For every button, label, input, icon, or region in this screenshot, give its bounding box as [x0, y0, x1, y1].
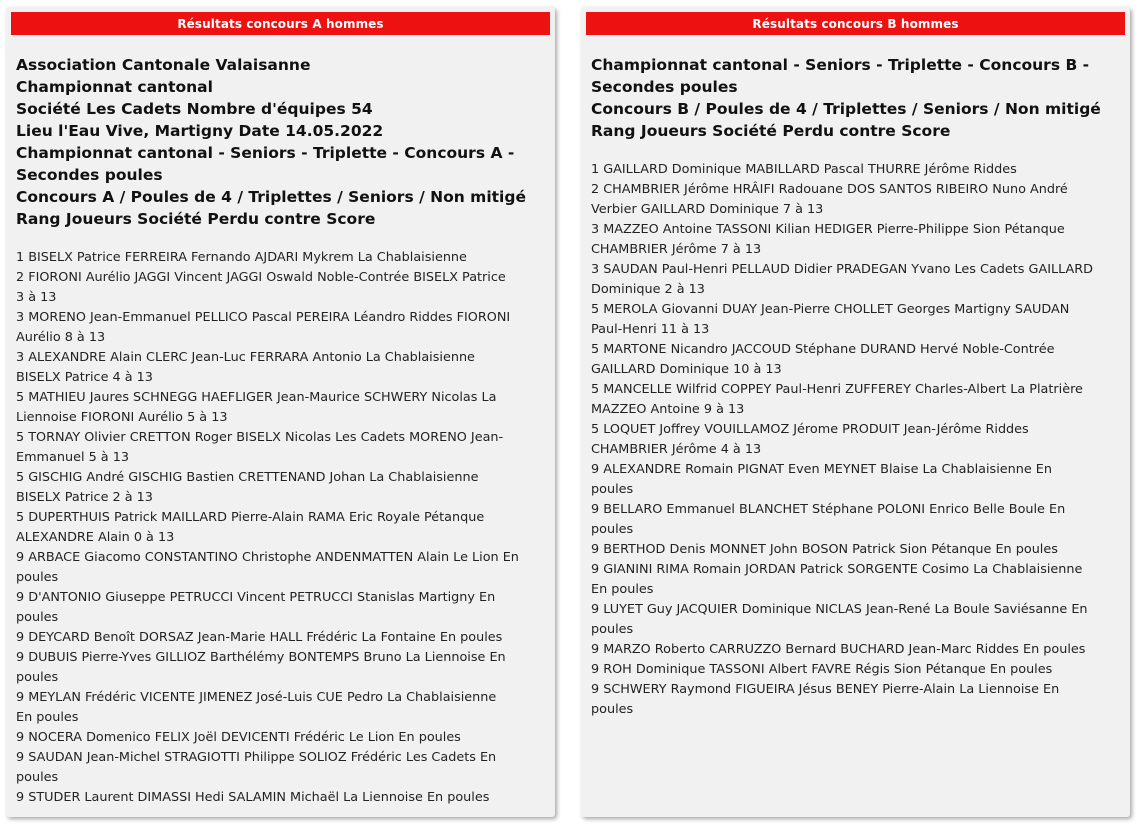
- result-row: [16, 468, 549, 508]
- result-row-line: En poules: [16, 710, 79, 725]
- info-line: Championnat cantonal - Seniors - Triplette - Concours B -: [591, 56, 1090, 74]
- result-row-line: 9 MARZO Roberto CARRUZZO Bernard BUCHARD Jean-Marc Riddes En poules: [591, 642, 1086, 657]
- result-row-line: ALEXANDRE Alain 0 à 13: [16, 530, 175, 545]
- result-row-line: CHAMBRIER Jérôme 4 à 13: [591, 442, 762, 457]
- result-row-line: 9 SAUDAN Jean-Michel STRAGIOTTI Philippe SOLIOZ Frédéric Les Cadets En: [16, 750, 497, 765]
- result-row: [591, 180, 1124, 220]
- result-row: [16, 348, 549, 388]
- result-row-line: 5 MEROLA Giovanni DUAY Jean-Pierre CHOLLET Georges Martigny SAUDAN: [591, 302, 1070, 317]
- result-row: [591, 600, 1124, 640]
- info-line: Concours A / Poules de 4 / Triplettes / Seniors / Non mitigé: [16, 188, 526, 206]
- info-line: Rang Joueurs Société Perdu contre Score: [591, 122, 951, 140]
- result-row-line: 9 ROH Dominique TASSONI Albert FAVRE Régis Sion Pétanque En poules: [591, 662, 1053, 677]
- result-row-line: 9 GIANINI RIMA Romain JORDAN Patrick SORGENTE Cosimo La Chablaisienne: [591, 562, 1083, 577]
- result-row: [16, 588, 549, 628]
- result-row: [16, 508, 549, 548]
- result-row-line: 9 LUYET Guy JACQUIER Dominique NICLAS Jean-René La Boule Saviésanne En: [591, 602, 1088, 617]
- panel-b-results-list: [591, 160, 1124, 720]
- result-row-line: poules: [16, 670, 59, 685]
- result-row-line: GAILLARD Dominique 10 à 13: [591, 362, 782, 377]
- result-row-line: 2 FIORONI Aurélio JAGGI Vincent JAGGI Oswald Noble-Contrée BISELX Patrice: [16, 270, 506, 285]
- info-line: Secondes poules: [16, 166, 163, 184]
- result-row: [16, 308, 549, 348]
- result-row-line: 3 SAUDAN Paul-Henri PELLAUD Didier PRADEGAN Yvano Les Cadets GAILLARD: [591, 262, 1094, 277]
- panel-b-header: Résultats concours B hommes: [586, 12, 1125, 35]
- result-row-line: 3 MAZZEO Antoine TASSONI Kilian HEDIGER Pierre-Philippe Sion Pétanque: [591, 222, 1065, 237]
- result-row: [591, 260, 1124, 300]
- result-row-line: 5 DUPERTHUIS Patrick MAILLARD Pierre-Alain RAMA Eric Royale Pétanque: [16, 510, 485, 525]
- result-row: [16, 648, 549, 688]
- results-panel-b: [581, 7, 1130, 817]
- result-row: [16, 628, 549, 648]
- panel-a-header: Résultats concours A hommes: [11, 12, 550, 35]
- result-row-line: BISELX Patrice 4 à 13: [16, 370, 153, 385]
- result-row: [591, 300, 1124, 340]
- result-row-line: Paul-Henri 11 à 13: [591, 322, 710, 337]
- result-row-line: 9 BELLARO Emmanuel BLANCHET Stéphane POLONI Enrico Belle Boule En: [591, 502, 1066, 517]
- result-row: [16, 388, 549, 428]
- result-row: [16, 748, 549, 788]
- result-row: [591, 500, 1124, 540]
- result-row-line: 3 ALEXANDRE Alain CLERC Jean-Luc FERRARA Antonio La Chablaisienne: [16, 350, 475, 365]
- result-row-line: MAZZEO Antoine 9 à 13: [591, 402, 745, 417]
- result-row-line: 9 BERTHOD Denis MONNET John BOSON Patrick Sion Pétanque En poules: [591, 542, 1058, 557]
- result-row-line: 9 SCHWERY Raymond FIGUEIRA Jésus BENEY Pierre-Alain La Liennoise En: [591, 682, 1060, 697]
- result-row-line: 9 ARBACE Giacomo CONSTANTINO Christophe ANDENMATTEN Alain Le Lion En: [16, 550, 519, 565]
- result-row-line: poules: [591, 622, 634, 637]
- info-line: Société Les Cadets Nombre d'équipes 54: [16, 100, 373, 118]
- info-line: Concours B / Poules de 4 / Triplettes / Seniors / Non mitigé: [591, 100, 1101, 118]
- result-row-line: CHAMBRIER Jérôme 7 à 13: [591, 242, 762, 257]
- result-row-line: 9 NOCERA Domenico FELIX Joël DEVICENTI Frédéric Le Lion En poules: [16, 730, 461, 745]
- result-row-line: En poules: [591, 582, 654, 597]
- result-row: [591, 460, 1124, 500]
- result-row-line: Emmanuel 5 à 13: [16, 450, 129, 465]
- result-row: [16, 688, 549, 728]
- result-row-line: Dominique 2 à 13: [591, 282, 705, 297]
- result-row: [16, 728, 549, 748]
- result-row: [16, 268, 549, 308]
- result-row-line: poules: [591, 522, 634, 537]
- result-row-line: 9 ALEXANDRE Romain PIGNAT Even MEYNET Blaise La Chablaisienne En: [591, 462, 1052, 477]
- result-row-line: 5 MANCELLE Wilfrid COPPEY Paul-Henri ZUFFEREY Charles-Albert La Platrière: [591, 382, 1083, 397]
- result-row-line: BISELX Patrice 2 à 13: [16, 490, 153, 505]
- result-row-line: poules: [591, 482, 634, 497]
- result-row-line: 5 TORNAY Olivier CRETTON Roger BISELX Nicolas Les Cadets MORENO Jean-: [16, 430, 504, 445]
- result-row-line: 1 BISELX Patrice FERREIRA Fernando AJDARI Mykrem La Chablaisienne: [16, 250, 467, 265]
- result-row: [16, 788, 549, 808]
- result-row-line: Liennoise FIORONI Aurélio 5 à 13: [16, 410, 228, 425]
- result-row-line: 5 GISCHIG André GISCHIG Bastien CRETTENAND Johan La Chablaisienne: [16, 470, 479, 485]
- result-row-line: 9 MEYLAN Frédéric VICENTE JIMENEZ José-Luis CUE Pedro La Chablaisienne: [16, 690, 497, 705]
- result-row: [591, 660, 1124, 680]
- info-line: Championnat cantonal: [16, 78, 213, 96]
- result-row-line: 9 STUDER Laurent DIMASSI Hedi SALAMIN Michaël La Liennoise En poules: [16, 790, 490, 805]
- result-row-line: poules: [16, 610, 59, 625]
- info-line: Secondes poules: [591, 78, 738, 96]
- result-row-line: Verbier GAILLARD Dominique 7 à 13: [591, 202, 824, 217]
- results-panel-a: [6, 7, 555, 817]
- result-row-line: 5 MARTONE Nicandro JACCOUD Stéphane DURAND Hervé Noble-Contrée: [591, 342, 1055, 357]
- panel-b-info: [591, 54, 1122, 142]
- panel-a-info: [16, 54, 547, 230]
- result-row: [591, 560, 1124, 600]
- result-row: [591, 420, 1124, 460]
- result-row-line: 9 DUBUIS Pierre-Yves GILLIOZ Barthélémy BONTEMPS Bruno La Liennoise En: [16, 650, 506, 665]
- result-row-line: poules: [16, 570, 59, 585]
- result-row-line: 9 DEYCARD Benoît DORSAZ Jean-Marie HALL Frédéric La Fontaine En poules: [16, 630, 503, 645]
- info-line: Championnat cantonal - Seniors - Triplette - Concours A -: [16, 144, 515, 162]
- result-row: [591, 340, 1124, 380]
- result-row: [591, 380, 1124, 420]
- result-row: [16, 428, 549, 468]
- result-row: [591, 640, 1124, 660]
- info-line: Lieu l'Eau Vive, Martigny Date 14.05.2022: [16, 122, 384, 140]
- result-row: [16, 248, 549, 268]
- result-row: [591, 680, 1124, 720]
- result-row: [591, 160, 1124, 180]
- info-line: Rang Joueurs Société Perdu contre Score: [16, 210, 376, 228]
- result-row: [591, 220, 1124, 260]
- result-row-line: 2 CHAMBRIER Jérôme HRÂIFI Radouane DOS SANTOS RIBEIRO Nuno André: [591, 182, 1068, 197]
- result-row: [591, 540, 1124, 560]
- result-row-line: 9 D'ANTONIO Giuseppe PETRUCCI Vincent PETRUCCI Stanislas Martigny En: [16, 590, 496, 605]
- result-row: [16, 548, 549, 588]
- result-row-line: Aurélio 8 à 13: [16, 330, 106, 345]
- result-row-line: 5 MATHIEU Jaures SCHNEGG HAEFLIGER Jean-Maurice SCHWERY Nicolas La: [16, 390, 497, 405]
- result-row-line: poules: [591, 702, 634, 717]
- result-row-line: 3 MORENO Jean-Emmanuel PELLICO Pascal PEREIRA Léandro Riddes FIORONI: [16, 310, 511, 325]
- panel-a-results-list: [16, 248, 549, 808]
- result-row-line: poules: [16, 770, 59, 785]
- result-row-line: 1 GAILLARD Dominique MABILLARD Pascal THURRE Jérôme Riddes: [591, 162, 1017, 177]
- result-row-line: 5 LOQUET Joffrey VOUILLAMOZ Jérome PRODUIT Jean-Jérôme Riddes: [591, 422, 1029, 437]
- result-row-line: 3 à 13: [16, 290, 57, 305]
- info-line: Association Cantonale Valaisanne: [16, 56, 311, 74]
